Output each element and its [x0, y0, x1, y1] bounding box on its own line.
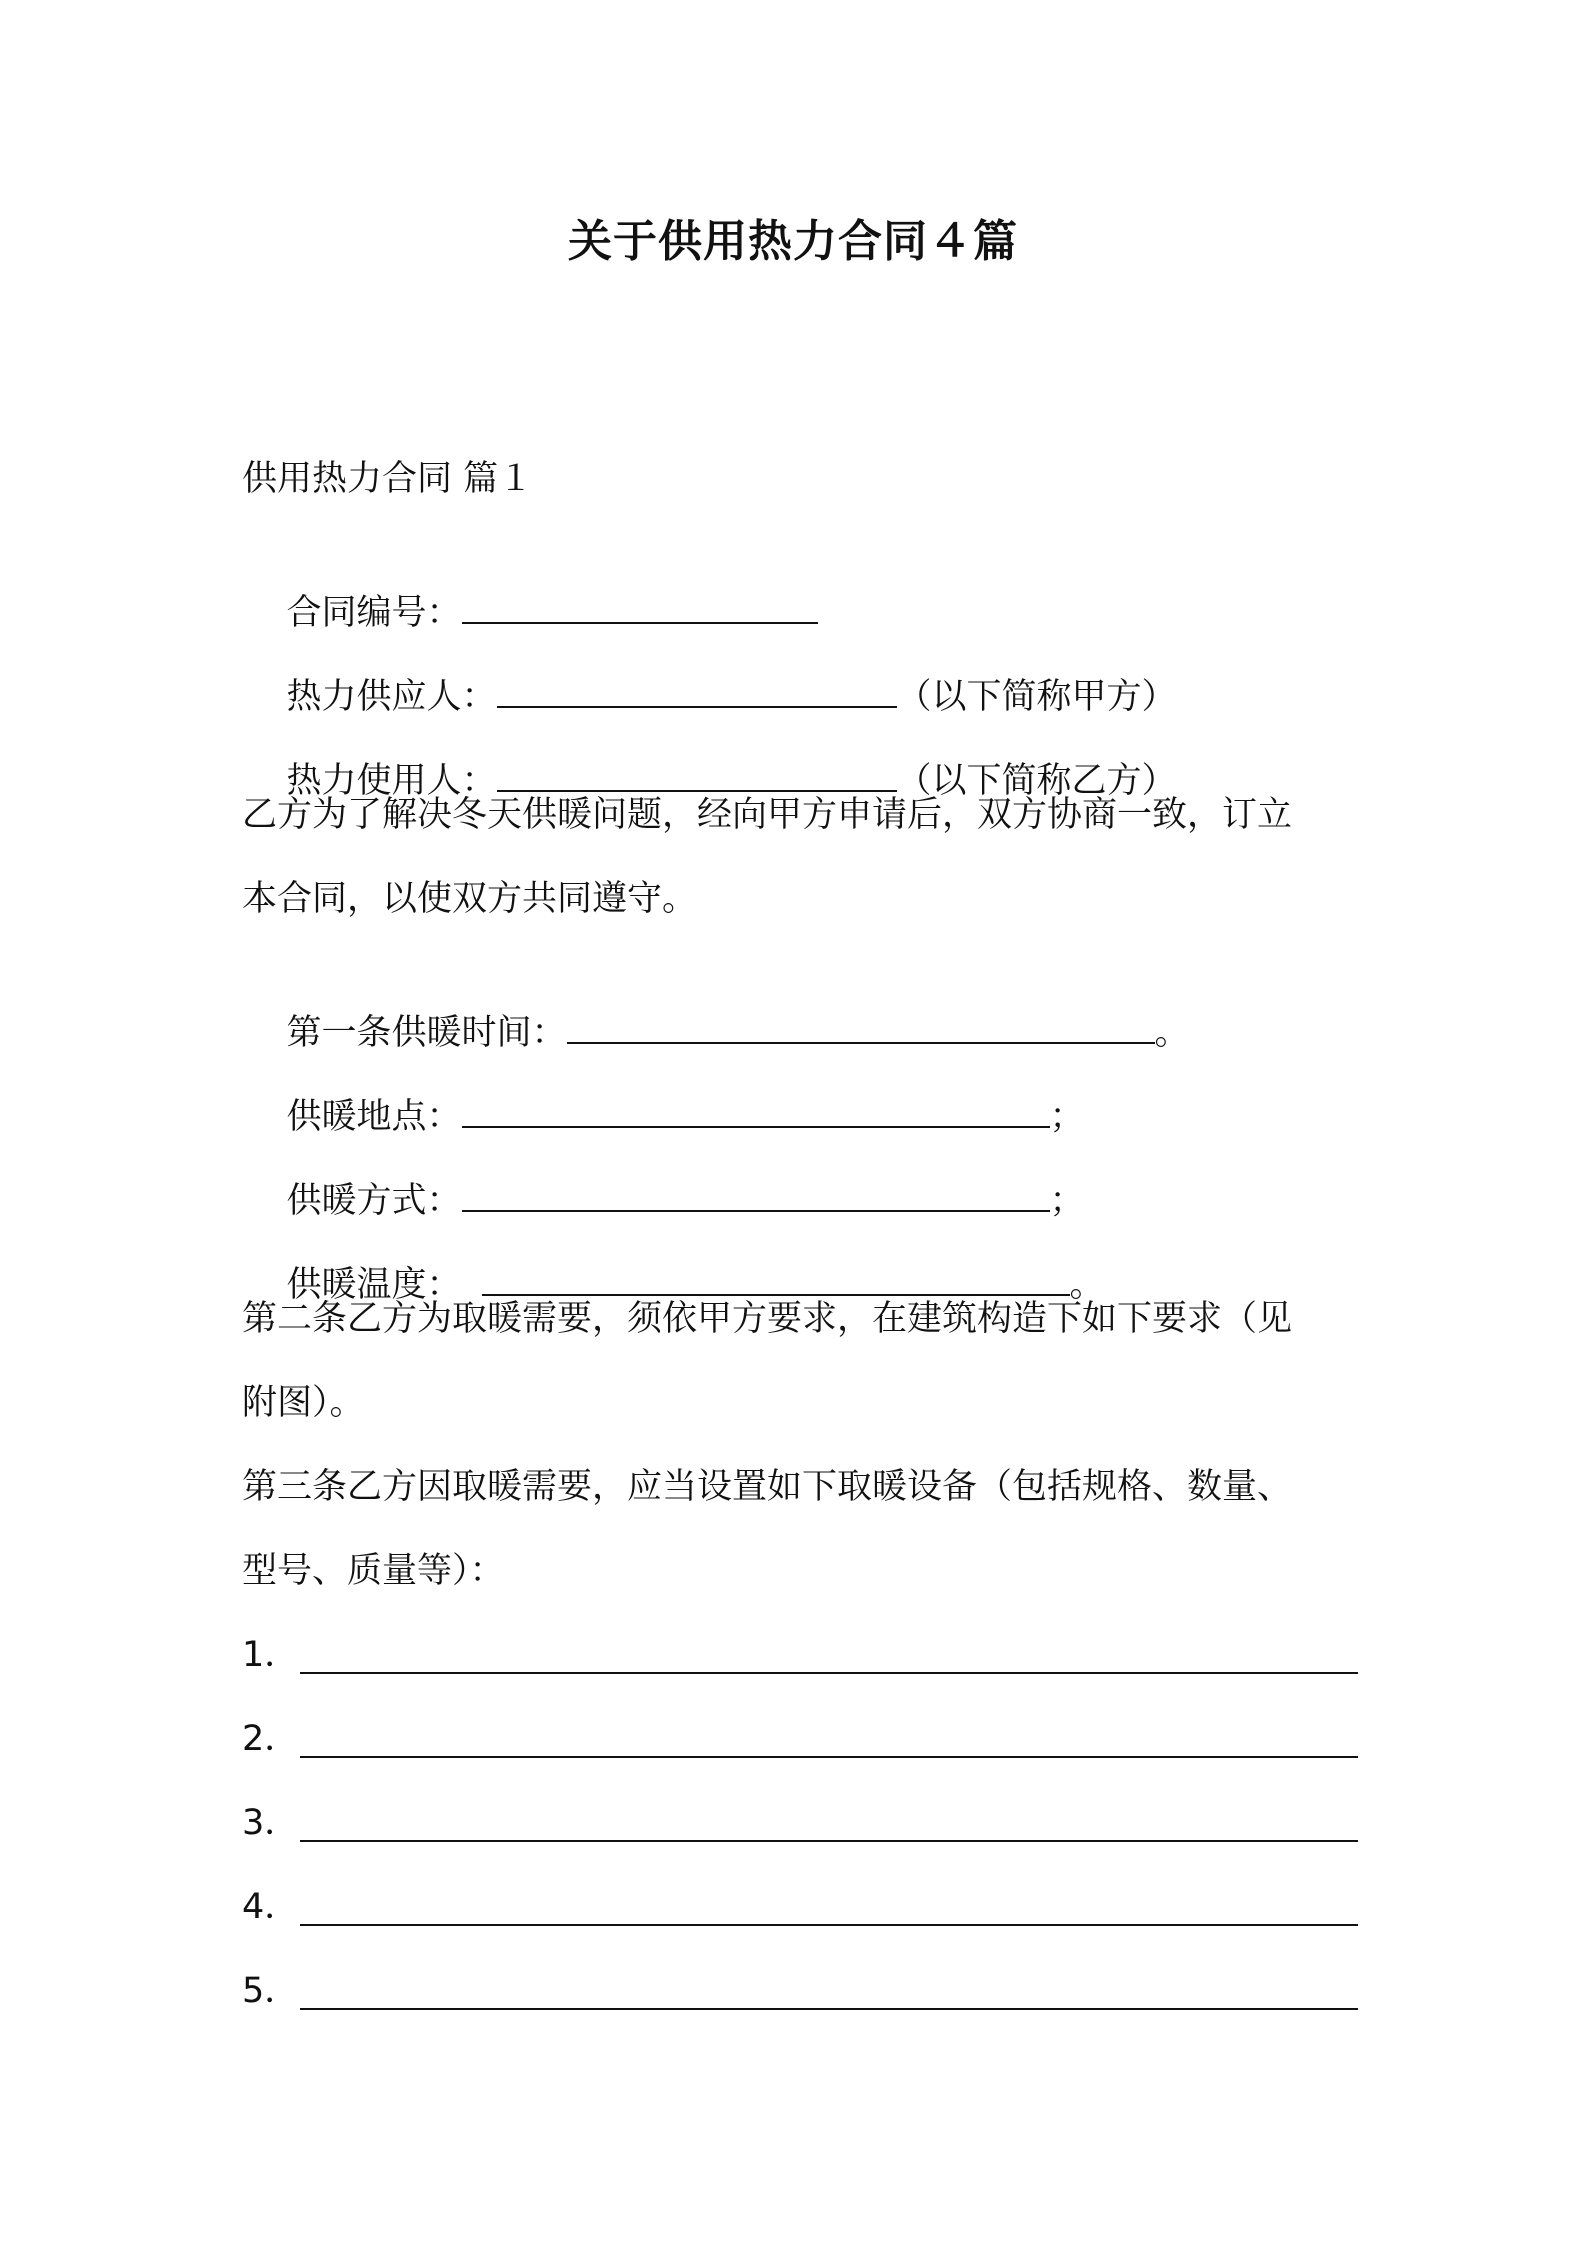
document-title: 关于供用热力合同４篇 — [568, 216, 1018, 267]
heating-method-row — [242, 1126, 1362, 1221]
heating-method-label: 供暖方式： — [286, 1181, 462, 1221]
heating-method-suffix: ； — [1049, 1181, 1085, 1221]
heating-temperature-suffix: 。 — [1069, 1265, 1105, 1305]
contract-number-blank — [462, 588, 818, 624]
numbered-item-blank — [300, 1638, 1358, 1674]
article-3-line-2: 型号、质量等）： — [242, 1551, 505, 1591]
article-2-line-2: 附图）。 — [242, 1383, 365, 1423]
article-1-time-blank — [567, 1008, 1155, 1044]
article-1-time-suffix: 。 — [1154, 1013, 1190, 1053]
article-1-time-label: 第一条供暖时间： — [286, 1013, 567, 1053]
section-heading: 供用热力合同 篇１ — [242, 459, 534, 499]
numbered-item-number: 3． — [242, 1803, 300, 1843]
heating-temperature-blank — [482, 1260, 1070, 1296]
intro-line-1: 乙方为了解决冬天供暖问题，经向甲方申请后，双方协商一致，订立 — [242, 795, 1293, 835]
user-suffix: （以下简称乙方） — [896, 761, 1177, 801]
user-row — [242, 706, 1362, 801]
numbered-item-blank — [300, 1974, 1358, 2010]
supplier-label: 热力供应人： — [286, 677, 497, 717]
contract-number-label: 合同编号： — [286, 593, 462, 633]
numbered-item-blank — [300, 1806, 1358, 1842]
article-2-line-1: 第二条乙方为取暖需要，须依甲方要求，在建筑构造下如下要求（见 — [242, 1299, 1293, 1339]
numbered-item-2 — [242, 1714, 1362, 1764]
numbered-item-number: 1． — [242, 1635, 300, 1675]
supplier-row — [242, 622, 1362, 717]
heating-temperature-row — [242, 1210, 1362, 1305]
numbered-item-number: 5． — [242, 1971, 300, 2011]
heating-location-row — [242, 1042, 1362, 1137]
supplier-blank — [497, 672, 897, 708]
heating-method-blank — [462, 1176, 1050, 1212]
heating-location-blank — [462, 1092, 1050, 1128]
supplier-suffix: （以下简称甲方） — [896, 677, 1177, 717]
user-label: 热力使用人： — [286, 761, 497, 801]
numbered-item-1 — [242, 1630, 1362, 1680]
contract-number-row — [242, 538, 1362, 633]
user-blank — [497, 756, 897, 792]
numbered-item-number: 4． — [242, 1887, 300, 1927]
numbered-item-5 — [242, 1966, 1362, 2016]
heating-location-suffix: ； — [1049, 1097, 1085, 1137]
heating-temperature-label: 供暖温度： — [286, 1265, 462, 1305]
heating-location-label: 供暖地点： — [286, 1097, 462, 1137]
numbered-item-number: 2． — [242, 1719, 300, 1759]
numbered-item-blank — [300, 1722, 1358, 1758]
intro-line-2: 本合同，以使双方共同遵守。 — [242, 879, 698, 919]
article-3-line-1: 第三条乙方因取暖需要，应当设置如下取暖设备（包括规格、数量、 — [242, 1467, 1293, 1507]
numbered-item-3 — [242, 1798, 1362, 1848]
numbered-item-blank — [300, 1890, 1358, 1926]
numbered-item-4 — [242, 1882, 1362, 1932]
article-1-time-row — [242, 958, 1362, 1053]
